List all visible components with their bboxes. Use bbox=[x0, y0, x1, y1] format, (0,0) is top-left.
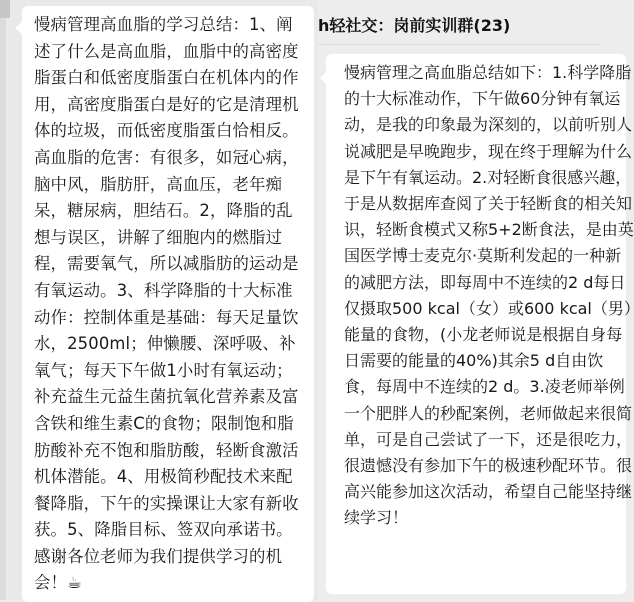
message-bubble-right[interactable] bbox=[326, 54, 634, 594]
message-text: 慢病管理高血脂的学习总结：1、阐述了什么是高血脂，血脂中的高密度脂蛋白和低密度脂蛋白在机体内的作用，高密度脂蛋白是好的它是清理机体的垃圾，而低密度脂蛋白恰相反。高血脂的危害：有很多，如冠心病，脑中风，脂肪肝，高血压，老年痴呆，糖尿病，胆结石。2，降脂的乱想与误区，讲解了细胞内的燃脂过程，需要氧气，所以减脂肪的运动是有氧运动。3、科学降脂的十大标准动作：控制体重是基础：每天足量饮水，2500ml；伸懒腰、深呼吸、补氧气；每天下午做1小时有氧运动；补充益生元益生菌抗氧化营养素及富含铁和维生素C的食物；限制饱和脂肪酸补充不饱和脂肪酸，轻断食激活机体潜能。4、用极简秒配技术来配餐降脂，下午的实操课让大家有新收获。5、降脂目标、签双向承诺书。感谢各位老师为我们提供学习的机会！☕ bbox=[34, 15, 299, 593]
chat-title: h轻社交：岗前实训群(23) bbox=[318, 16, 511, 35]
left-chat-screenshot bbox=[0, 0, 318, 600]
message-bubble-left[interactable] bbox=[22, 6, 314, 602]
chat-header bbox=[312, 0, 600, 45]
chat-background-edge bbox=[0, 0, 6, 600]
avatar[interactable] bbox=[0, 0, 10, 18]
right-chat-screenshot bbox=[312, 0, 634, 600]
message-text: 慢病管理之高血脂总结如下：1.科学降脂的十大标准动作，下午做60分钟有氧运动，是我的印象最为深刻的，以前听别人说减肥是早晚跑步，现在终于理解为什么是下午有氧运动。2.对轻断食很感兴趣，于是从数据库查阅了关于轻断食的相关知识，轻断食模式又称5+2断食法，是由英国医学博士麦克尔·莫斯利发起的一种新的减肥方法，即每周中不连续的2 d每日仅摄取500 kcal（女）或600 kcal（男）能量的食物，(小龙老师说是根据自身每日需要的能量的40%)其余5 d自由饮食，每周中不连续的2 d。3.凌老师举例一个肥胖人的秒配案例，老师做起来很简单，可是自己尝试了一下，还是很吃力，很遗憾没有参加下午的极速秒配环节。很高兴能参加这次活动，希望自己能坚持继续学习！ bbox=[344, 63, 634, 528]
